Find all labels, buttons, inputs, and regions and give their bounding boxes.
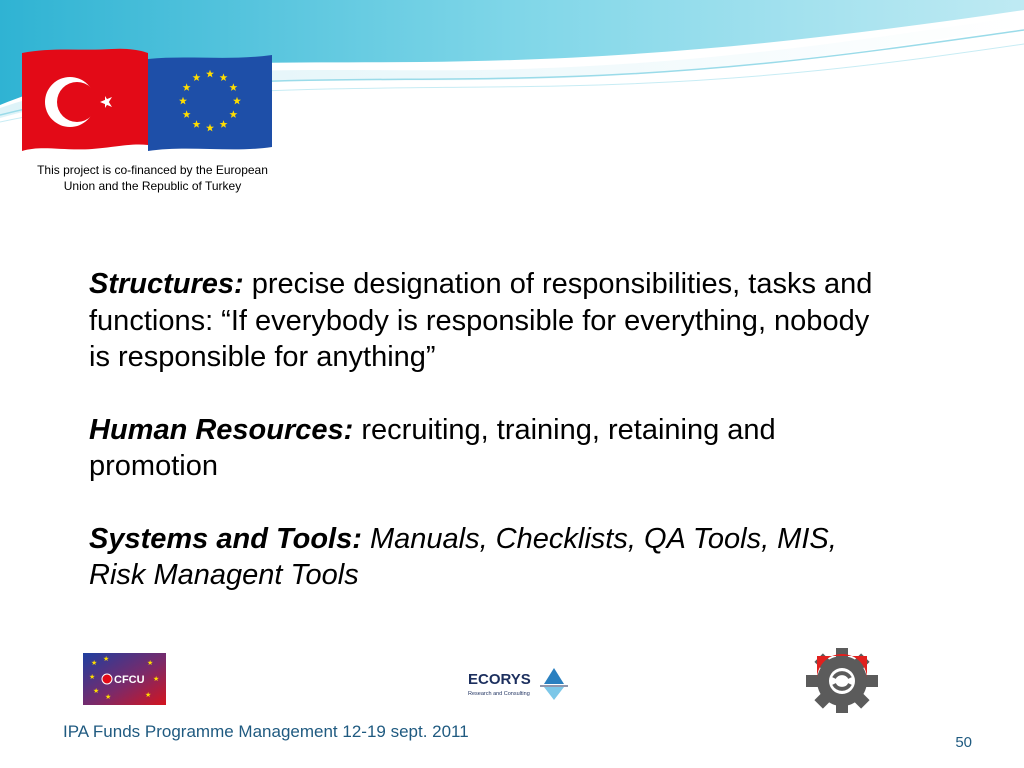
paragraph-structures <box>89 266 879 376</box>
paragraph-body: recruiting, training, retaining and promotion <box>89 413 776 482</box>
svg-text:★: ★ <box>105 693 112 701</box>
ecorys-logo <box>466 660 569 708</box>
paragraph-lead: Structures: <box>89 268 244 300</box>
svg-text:★: ★ <box>93 687 100 695</box>
paragraph-lead: Human Resources: <box>89 413 354 446</box>
cofinance-notice: This project is co-financed by the European Union and the Republic of Turkey <box>37 163 268 193</box>
page-number: 50 <box>955 734 972 751</box>
svg-text:★: ★ <box>145 691 152 699</box>
paragraph-body: Manuals, Checklists, QA Tools, MIS, Risk Managent Tools <box>89 522 837 591</box>
cfcu-logo <box>83 653 166 705</box>
svg-text:★: ★ <box>153 675 160 683</box>
gear-logo <box>800 645 884 713</box>
paragraph-body: precise designation of responsibilities, tasks and functions: “If everybody is responsible for everything, nobody is responsible for anything” <box>89 268 873 373</box>
paragraph-lead: Systems and Tools: <box>89 522 362 555</box>
svg-text:ECORYS: ECORYS <box>468 671 531 688</box>
svg-text:★: ★ <box>89 673 96 681</box>
paragraph-systems-tools <box>89 521 879 594</box>
svg-text:CFCU: CFCU <box>114 674 145 686</box>
svg-text:Research and Consulting: Research and Consulting <box>468 691 530 697</box>
svg-text:★: ★ <box>91 659 98 667</box>
svg-text:★: ★ <box>103 655 110 663</box>
eu-flag-icon <box>148 55 272 151</box>
svg-text:★: ★ <box>147 659 154 667</box>
turkey-flag-icon <box>22 47 148 151</box>
main-content <box>89 266 889 630</box>
footer-title: IPA Funds Programme Management 12-19 sept. 2011 <box>63 722 469 741</box>
paragraph-human-resources <box>89 412 879 485</box>
